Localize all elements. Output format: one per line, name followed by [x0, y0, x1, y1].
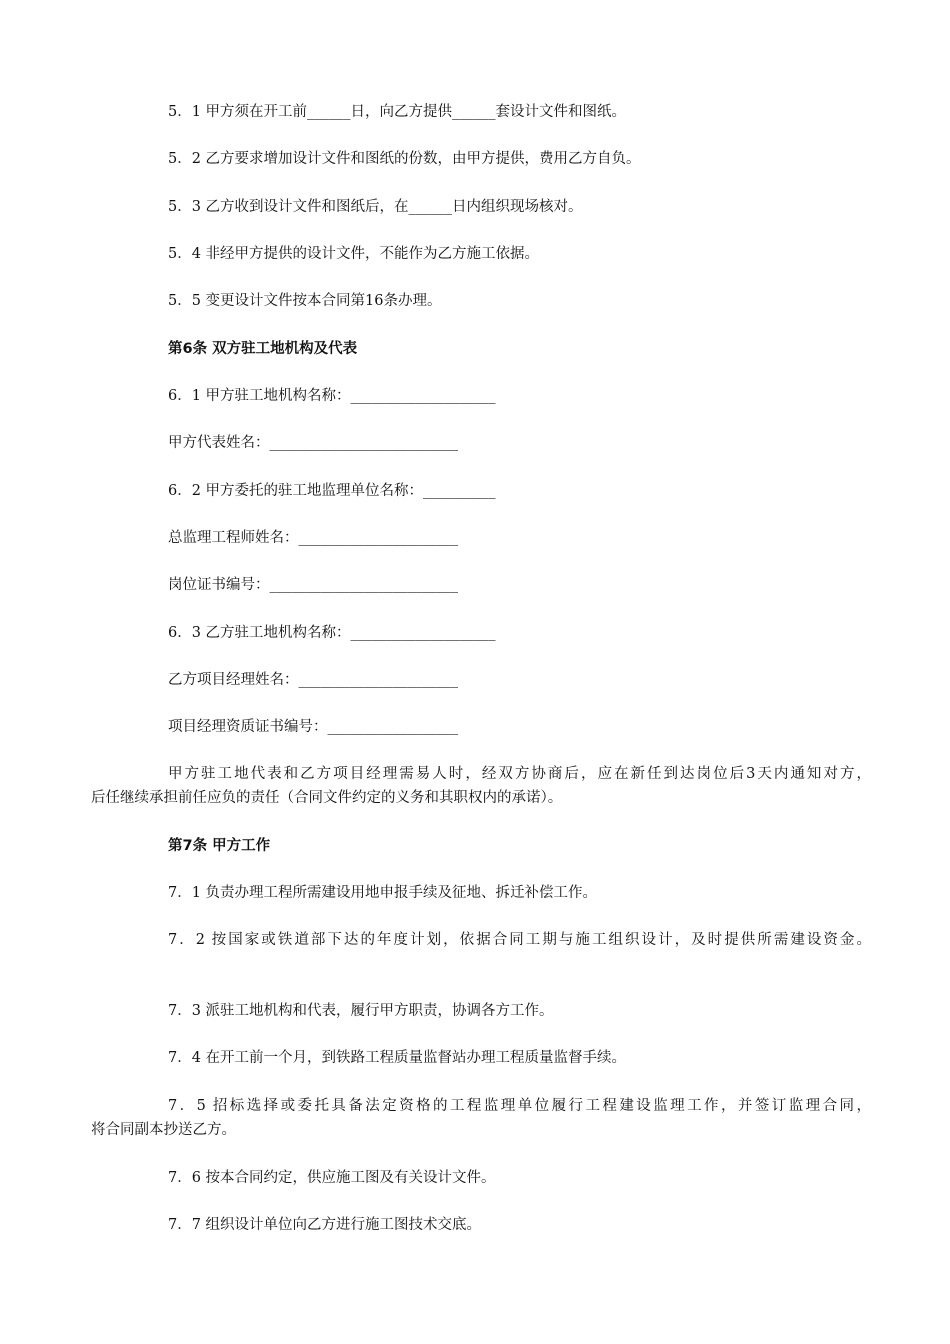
clause-7-2: 7．2 按国家或铁道部下达的年度计划，依据合同工期与施工组织设计，及时提供所需建设资金。 [168, 932, 871, 948]
replacement-paragraph-line-1: 甲方驻工地代表和乙方项目经理需易人时，经双方协商后，应在新任到达岗位后3天内通知对方， [168, 766, 871, 782]
clause-5-4: 5．4 非经甲方提供的设计文件，不能作为乙方施工依据。 [168, 246, 540, 262]
clause-7-5-line-2: 将合同副本抄送乙方。 [91, 1122, 236, 1138]
clause-7-6: 7．6 按本合同约定，供应施工图及有关设计文件。 [168, 1170, 496, 1186]
clause-6-3: 6．3 乙方驻工地机构名称：____________________ [168, 625, 496, 641]
clause-5-2: 5．2 乙方要求增加设计文件和图纸的份数，由甲方提供，费用乙方自负。 [168, 151, 641, 167]
clause-7-1: 7．1 负责办理工程所需建设用地申报手续及征地、拆迁补偿工作。 [168, 885, 598, 901]
clause-5-3: 5．3 乙方收到设计文件和图纸后，在______日内组织现场核对。 [168, 199, 583, 215]
article-7-heading: 第7条 甲方工作 [168, 838, 271, 854]
clause-7-7: 7．7 组织设计单位向乙方进行施工图技术交底。 [168, 1217, 482, 1233]
post-certificate-number: 岗位证书编号：__________________________ [168, 577, 458, 593]
clause-6-2: 6．2 甲方委托的驻工地监理单位名称：__________ [168, 483, 496, 499]
clause-7-5 [91, 1096, 871, 1140]
replacement-paragraph-line-2: 后任继续承担前任应负的责任（合同文件约定的义务和其职权内的承诺）。 [91, 790, 563, 806]
replacement-paragraph [91, 764, 871, 808]
pm-qualification-number: 项目经理资质证书编号：__________________ [168, 719, 458, 735]
party-b-pm-name: 乙方项目经理姓名：______________________ [168, 672, 458, 688]
clause-7-3: 7．3 派驻工地机构和代表，履行甲方职责，协调各方工作。 [168, 1003, 554, 1019]
clause-5-1: 5．1 甲方须在开工前______日，向乙方提供______套设计文件和图纸。 [168, 104, 627, 120]
party-a-rep-name: 甲方代表姓名：__________________________ [168, 435, 458, 451]
article-6-heading: 第6条 双方驻工地机构及代表 [168, 341, 358, 357]
clause-6-1: 6．1 甲方驻工地机构名称：____________________ [168, 388, 496, 404]
clause-5-5: 5．5 变更设计文件按本合同第16条办理。 [168, 293, 442, 309]
chief-supervisor-name: 总监理工程师姓名：______________________ [168, 530, 458, 546]
clause-7-4: 7．4 在开工前一个月，到铁路工程质量监督站办理工程质量监督手续。 [168, 1050, 627, 1066]
clause-7-5-line-1: 7．5 招标选择或委托具备法定资格的工程监理单位履行工程建设监理工作，并签订监理合同， [168, 1098, 871, 1114]
